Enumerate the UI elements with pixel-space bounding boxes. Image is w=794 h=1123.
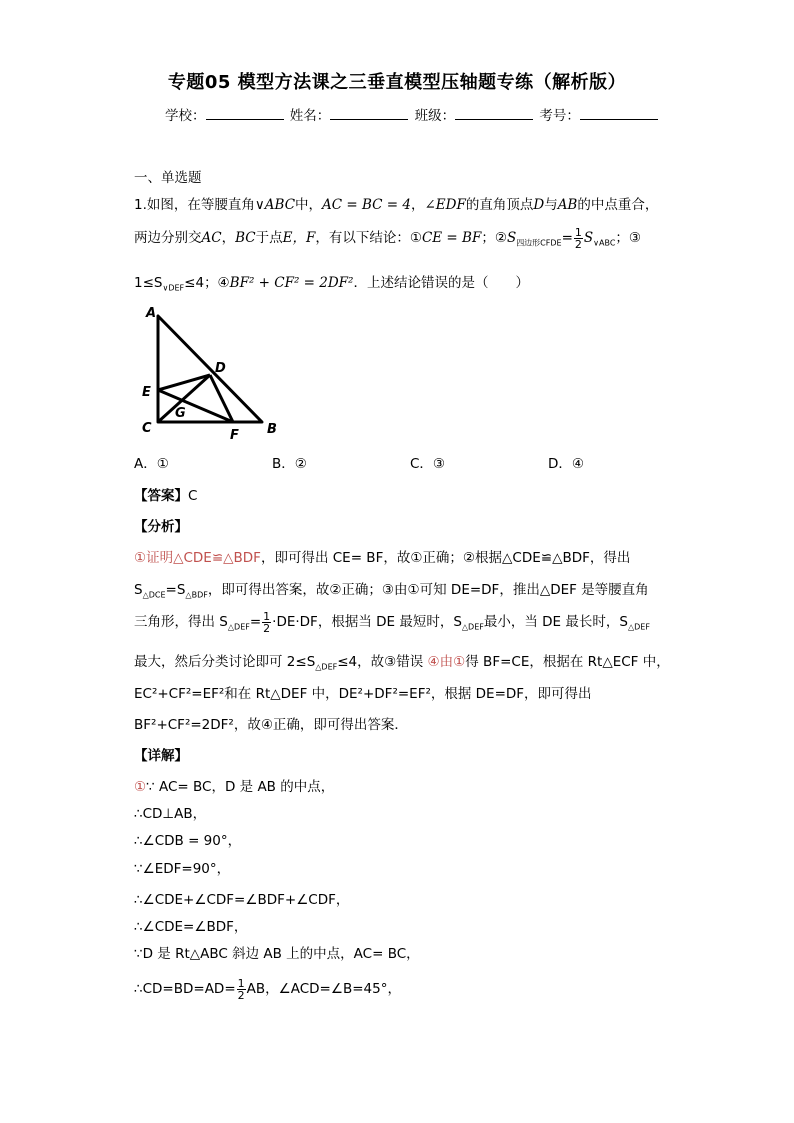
answer-line [134,484,197,504]
math: E，F [282,230,316,246]
text: 1≤S [134,275,163,291]
text: ∴CD=BD=AD= [134,981,236,997]
subscript: △BDF [185,590,208,600]
analysis-line-6: BF²+CF²=2DF²，故④正确，即可得出答案． [134,717,408,733]
denominator: 2 [574,237,582,251]
text: 中， [295,197,323,213]
math: CE = BF [421,230,482,246]
text: 两边分别交 [134,230,202,246]
answer-label: 【答案】 [134,488,188,504]
number-label: 考号： [539,108,580,124]
choice-a[interactable]: A．① [134,456,169,472]
fraction [262,611,271,634]
label-g: G [175,406,186,421]
text: ，即可得出答案，故②正确；③由①可知 DE=DF，推出△DEF 是等腰直角 [207,582,649,598]
text: 最大，然后分类讨论即可 2≤S [134,654,316,670]
math: BC [235,230,256,246]
text: 最小，当 DE 最长时，S [483,614,628,630]
subscript: △DEF [627,622,650,632]
text: = [561,230,573,246]
math: S [506,230,517,246]
detail-line-1 [134,775,334,795]
math: ∠EDF [424,197,466,213]
highlight: ① [134,779,147,795]
detail-line-5: ∴∠CDE+∠CDF=∠BDF+∠CDF， [134,892,350,908]
text: =S [165,582,186,598]
answer-value: C [188,488,198,504]
text: ．上述结论错误的是（ ） [353,275,529,291]
page-title: 专题05 模型方法课之三垂直模型压轴题专练（解析版） [167,72,627,93]
text: ，有以下结论：① [315,230,422,246]
subscript: ∨ABC [593,238,616,248]
text: S [134,582,143,598]
text: 于点 [255,230,283,246]
question-line-2 [134,226,641,250]
subscript: △DCE [142,590,166,600]
class-blank[interactable] [455,107,533,120]
numerator: 1 [574,225,582,239]
text: 得 BF=CE，根据在 Rt△ECF 中， [465,654,670,670]
math: BF² + CF² = 2DF² [229,275,354,291]
math: AB [557,197,578,213]
label-f: F [230,428,239,442]
subscript: △DEF [315,662,338,672]
question-line-1 [134,193,658,213]
highlight: ④由① [427,654,466,670]
school-label: 学校： [165,108,206,124]
text: AB，∠ACD=∠B=45°， [246,981,401,997]
text: 与 [544,197,558,213]
text: ≤4 [184,275,205,291]
analysis-line-3 [134,610,650,634]
subscript: 四边形CFDE [516,238,562,248]
choice-b[interactable]: B．② [272,456,307,472]
analysis-line-4 [134,650,670,672]
segment-ef [158,390,233,422]
detail-line-2: ∴CD⊥AB， [134,806,207,822]
text: ，即可得出 CE= BF，故①正确；②根据△CDE≌△BDF，得出 [260,550,631,566]
student-info-line [165,104,660,124]
highlight: ①证明△CDE≌△BDF [134,550,261,566]
text: ， [221,230,236,246]
triangle-figure [136,302,296,442]
label-e: E [142,385,151,400]
question-line-3 [134,271,529,293]
denominator: 2 [263,621,271,635]
label-b: B [267,422,277,437]
numerator: 1 [237,976,245,990]
text: ≤4，故③错误 [337,654,424,670]
name-blank[interactable] [330,107,408,120]
detail-line-8 [134,977,401,1001]
detail-line-7: ∵D 是 Rt△ABC 斜边 AB 上的中点，AC= BC， [134,946,420,962]
math: S [583,230,594,246]
detail-line-4: ∵∠EDF=90°， [134,861,231,877]
numerator: 1 [263,609,271,623]
text: ·DE·DF，根据当 DE 最短时，S [272,614,462,630]
analysis-label: 【分析】 [134,519,188,535]
label-a: A [146,306,157,321]
school-blank[interactable] [206,107,284,120]
text: 三角形，得出 S [134,614,228,630]
analysis-line-5: EC²+CF²=EF²和在 Rt△DEF 中，DE²+DF²=EF²，根据 DE=DF，即可得出 [134,686,592,702]
denominator: 2 [237,988,245,1002]
text: = [249,614,262,630]
subscript: △DEF [227,622,250,632]
fraction [574,227,583,250]
class-label: 班级： [414,108,456,124]
text: ；④ [204,275,230,291]
subscript: ∨DEF [162,283,185,293]
text: 的中点重合， [577,197,659,213]
math: D [533,197,545,213]
text: 1.如图，在等腰直角 [134,197,255,213]
text: ；③ [615,230,642,246]
text: 的直角顶点 [465,197,534,213]
label-c: C [142,421,152,436]
math: ∨ABC [254,197,296,213]
math: AC [201,230,222,246]
label-d: D [215,361,226,376]
section-heading: 一、单选题 [134,170,202,186]
choice-c[interactable]: C．③ [410,456,446,472]
math: AC = BC = 4 [322,197,411,213]
subscript: △DEF [461,622,484,632]
analysis-line-1 [134,546,630,566]
text: ， [411,197,425,213]
analysis-line-2 [134,578,649,600]
text: ；② [481,230,507,246]
name-label: 姓名： [289,108,331,124]
choice-d[interactable]: D．④ [548,456,584,472]
detail-line-6: ∴∠CDE=∠BDF， [134,919,248,935]
number-blank[interactable] [580,107,658,120]
detail-label: 【详解】 [134,748,188,764]
text: ∵ AC= BC，D 是 AB 的中点， [146,779,335,795]
detail-line-3: ∴∠CDB = 90°， [134,833,242,849]
fraction [237,978,246,1001]
